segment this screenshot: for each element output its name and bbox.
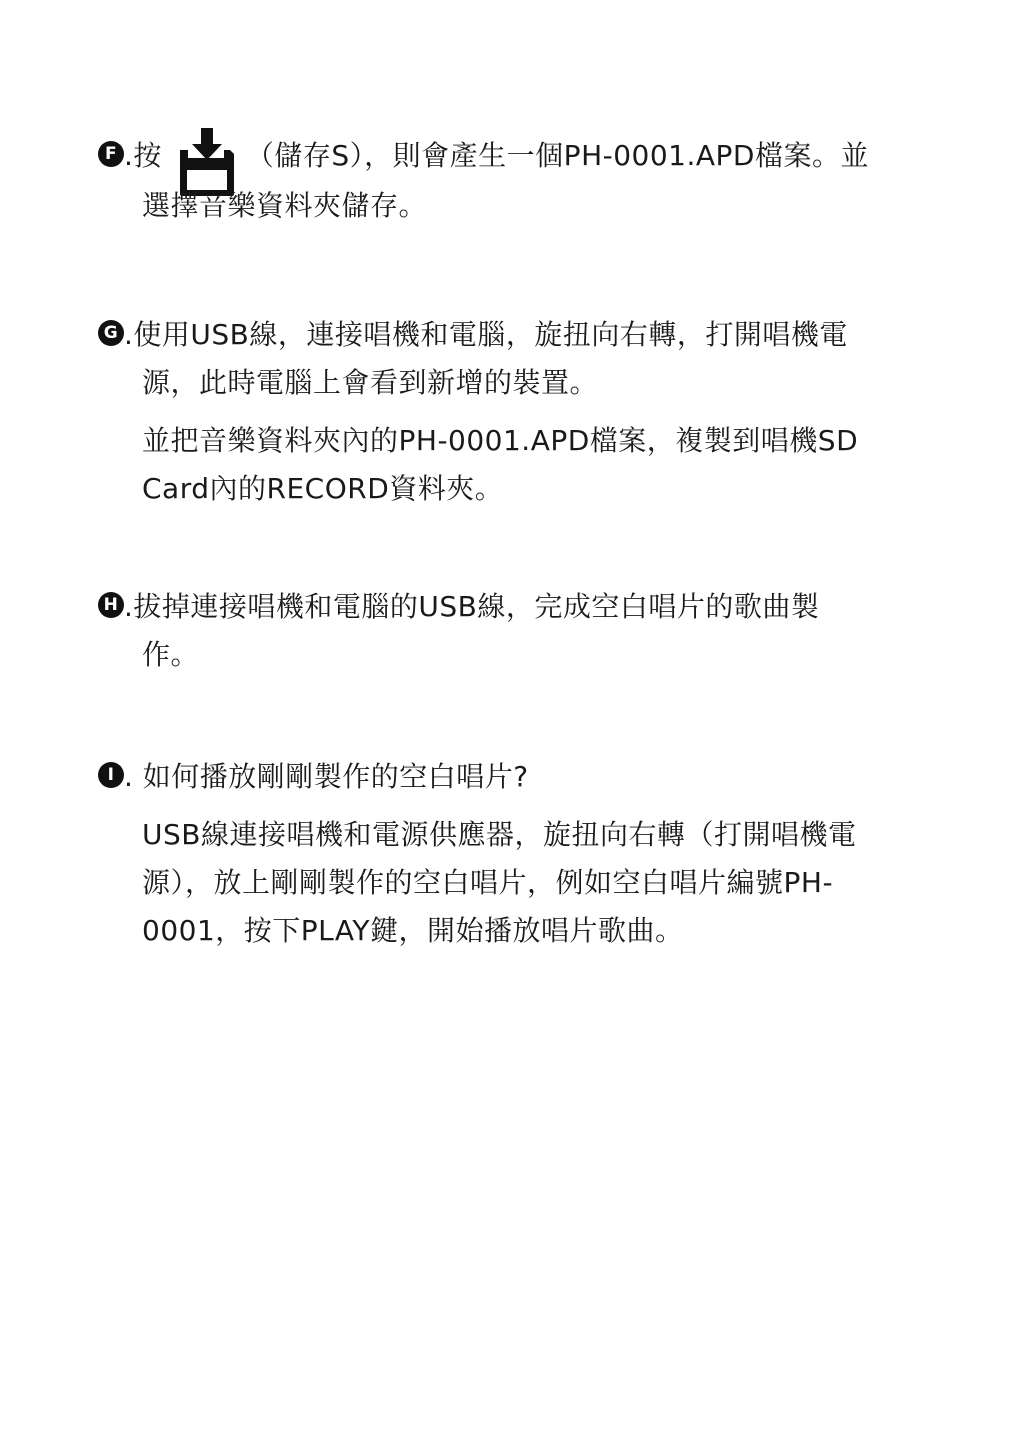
step-g-line-4: Card內的RECORD資料夾。 [142, 472, 504, 505]
step-marker-i: I [98, 762, 124, 788]
step-f-line-1 [98, 116, 934, 186]
step-h-line-1 [98, 583, 934, 631]
step-f [98, 116, 934, 230]
step-g [98, 311, 934, 513]
step-marker-h: H [98, 592, 124, 618]
step-i-line-4: 0001，按下PLAY鍵，開始播放唱片歌曲。 [142, 914, 684, 947]
step-f-line-2: 選擇音樂資料夾儲存。 [142, 189, 428, 222]
step-marker-f: F [98, 141, 124, 167]
step-i-line-1 [98, 753, 934, 801]
step-i-line-2: USB線連接唱機和電源供應器，旋扭向右轉（打開唱機電 [142, 818, 857, 851]
step-f-text-after-icon: （儲存S），則會產生一個PH-0001.APD檔案。並 [245, 139, 869, 172]
step-g-line-1 [98, 311, 934, 359]
step-f-text-before-icon: .按 [124, 139, 162, 172]
step-i [98, 753, 934, 955]
step-g-line-2: 源，此時電腦上會看到新增的裝置。 [142, 366, 599, 399]
step-h [98, 583, 934, 679]
step-marker-g: G [98, 320, 124, 346]
step-h-text-1: .拔掉連接唱機和電腦的USB線，完成空白唱片的歌曲製 [124, 590, 820, 623]
step-g-line-3: 並把音樂資料夾內的PH-0001.APD檔案，複製到唱機SD [142, 424, 859, 457]
step-h-line-2: 作。 [142, 638, 200, 671]
step-i-line-3: 源），放上剛剛製作的空白唱片，例如空白唱片編號PH- [142, 866, 834, 899]
step-g-text-1: .使用USB線，連接唱機和電腦，旋扭向右轉，打開唱機電 [124, 318, 848, 351]
step-i-heading: . 如何播放剛剛製作的空白唱片? [124, 760, 529, 793]
